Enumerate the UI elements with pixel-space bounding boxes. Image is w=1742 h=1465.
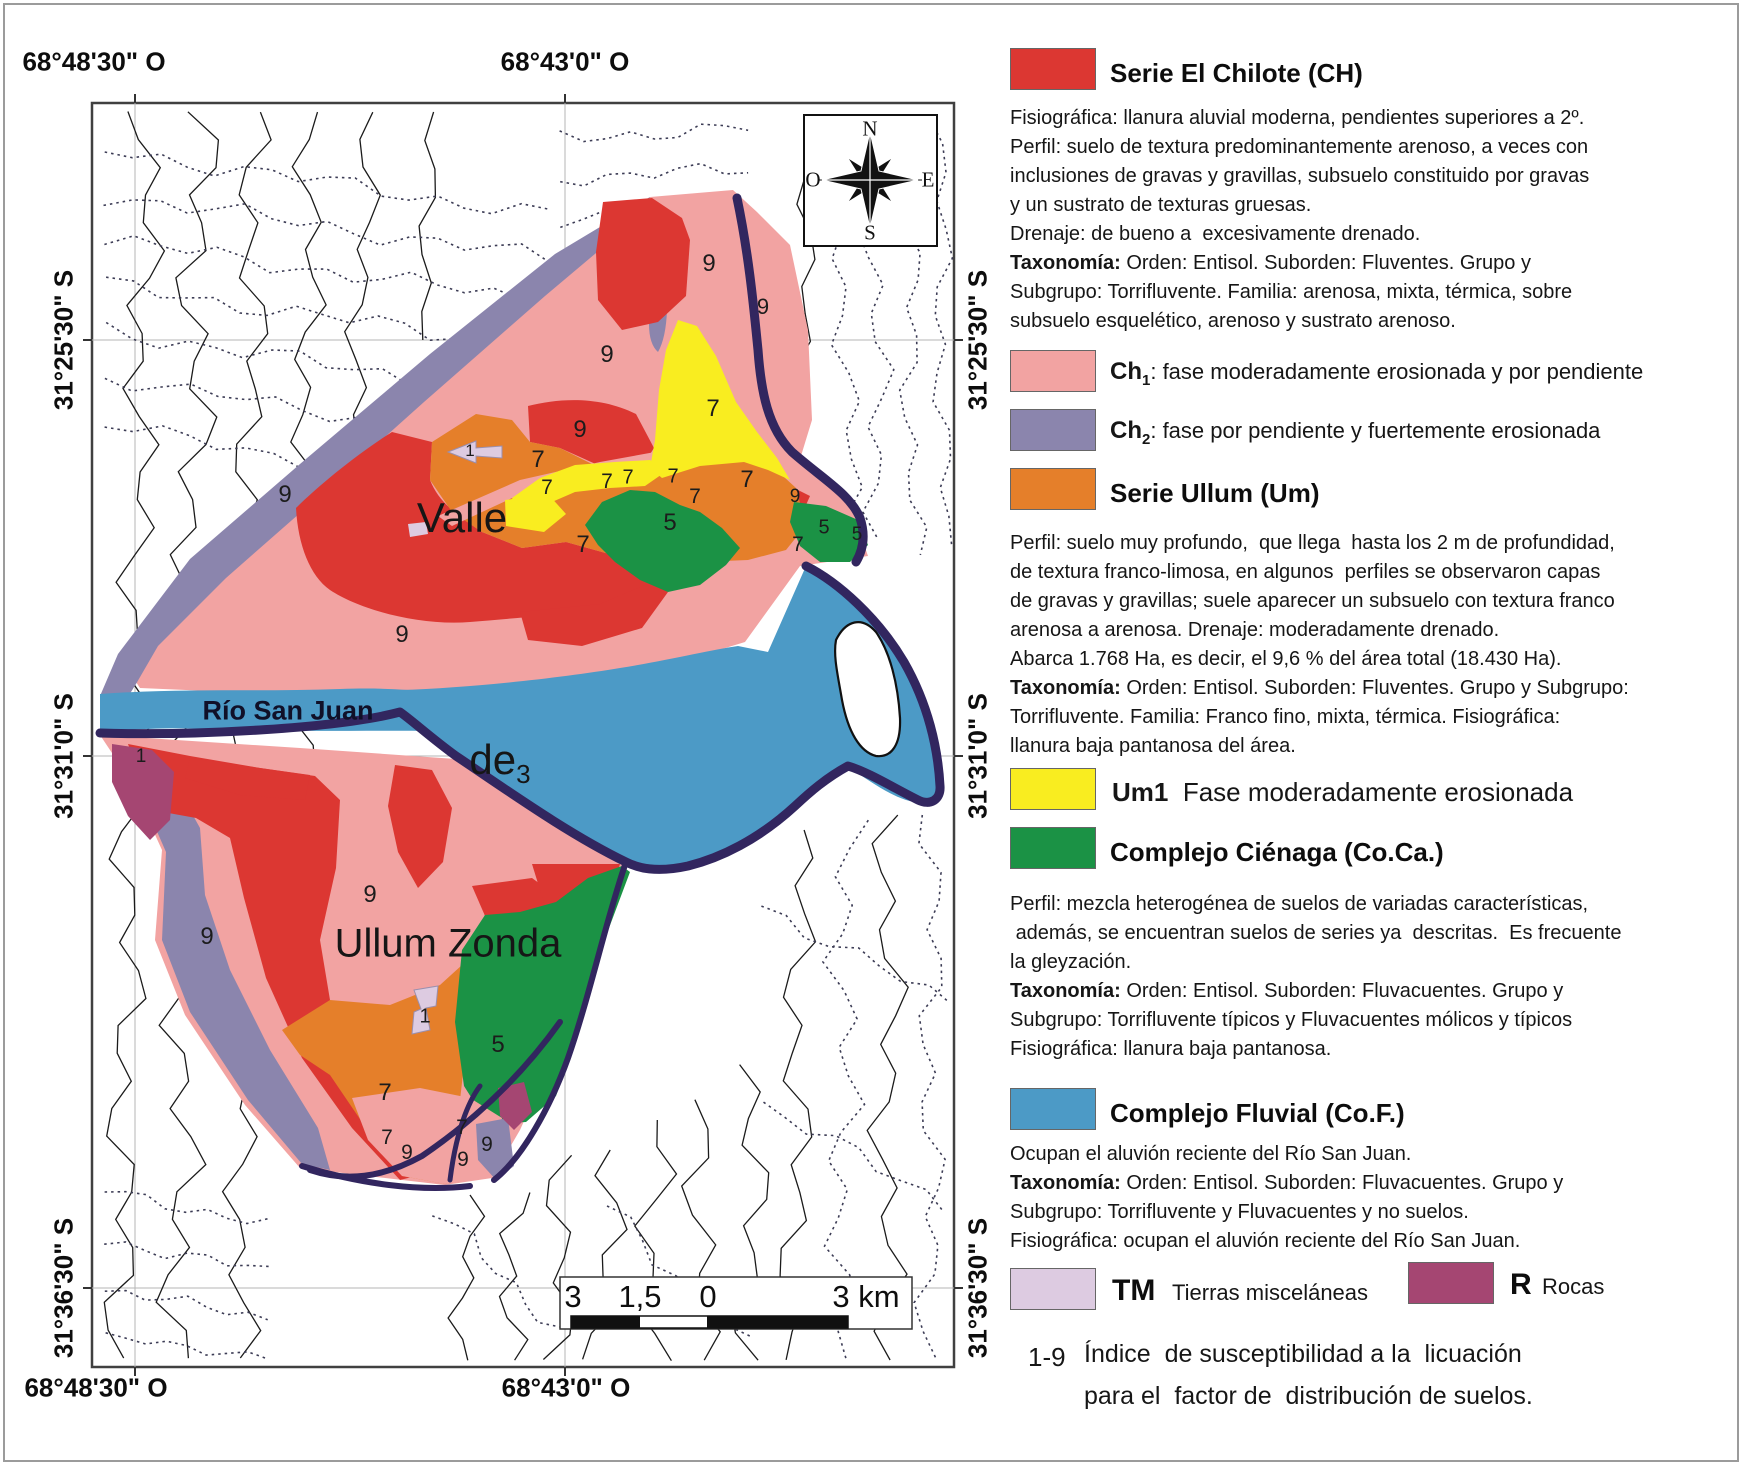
- legend-title-coca: Complejo Ciénaga (Co.Ca.): [1110, 837, 1444, 867]
- legend-note-code: 1-9: [1028, 1342, 1066, 1372]
- legend-line-text: Orden: Entisol. Suborden: Fluvacuentes. Grupo y: [1120, 980, 1564, 1002]
- index-label: 9: [789, 486, 801, 507]
- index-label: 9: [401, 1141, 413, 1164]
- legend-line-text: Fisiográfica: ocupan el aluvión reciente del Río San Juan.: [1010, 1230, 1521, 1252]
- legend-code-ch2: $Ch_2$: [1110, 417, 1151, 448]
- legend-line-text: Abarca 1.768 Ha, es decir, el 9,6 % del área total (18.430 Ha).: [1010, 648, 1562, 670]
- legend-note-line1: Índice de susceptibilidad a la licuación: [1084, 1340, 1522, 1368]
- index-label: 7: [601, 470, 613, 493]
- legend-line-text: Orden: Entisol. Suborden: Fluventes. Grupo y Subgrupo:: [1120, 677, 1629, 699]
- compass-south-label: S: [864, 220, 876, 245]
- coordinate-label: 68°43'0" O: [500, 46, 630, 77]
- index-label: 9: [481, 1133, 493, 1156]
- coordinate-label: 68°48'30" O: [22, 46, 166, 77]
- legend-line-text: Orden: Entisol. Suborden: Fluvacuentes. Grupo y: [1120, 1172, 1564, 1194]
- legend-code-tm: TM: [1112, 1274, 1156, 1307]
- legend-code-ch1: $Ch_1$: [1110, 358, 1151, 389]
- index-label: 7: [740, 466, 754, 493]
- legend-line-text: inclusiones de gravas y gravillas, subsuelo constituido por gravas: [1010, 165, 1590, 187]
- place-label-rio-san-juan: Río San Juan: [202, 695, 374, 726]
- index-label: 7: [667, 465, 679, 488]
- index-label: 9: [756, 294, 770, 319]
- legend-code-um1: Um1: [1112, 777, 1169, 807]
- index-label: 5: [818, 516, 830, 539]
- legend-note-line2: para el factor de distribución de suelos.: [1084, 1382, 1533, 1410]
- index-label: 7: [689, 485, 701, 508]
- coordinate-label: 68°48'30" O: [24, 1372, 168, 1403]
- index-label: 9: [278, 481, 292, 508]
- scalebar-label-3km: 3 km: [832, 1279, 900, 1314]
- legend-line-text: la gleyzación.: [1010, 951, 1132, 973]
- coordinate-label: 31°25'30" S: [962, 269, 993, 411]
- index-label: 9: [363, 881, 377, 908]
- legend-text-rocas: Rocas: [1542, 1274, 1605, 1299]
- index-label: 7: [622, 466, 634, 489]
- legend-line-text: Ocupan el aluvión reciente del Río San Juan.: [1010, 1143, 1412, 1165]
- legend-bold-lead: Taxonomía:: [1010, 980, 1121, 1002]
- index-label: 7: [706, 395, 720, 422]
- index-label: 9: [573, 416, 587, 443]
- index-label: 1: [419, 1005, 431, 1028]
- index-label: 7: [381, 1126, 393, 1149]
- scalebar-label-1-5: 1,5: [618, 1279, 662, 1314]
- scalebar-label-3left: 3: [564, 1279, 582, 1314]
- index-label: 5: [491, 1031, 505, 1058]
- legend-line-text: Perfil: suelo muy profundo, que llega hasta los 2 m de profundidad,: [1010, 532, 1615, 554]
- legend-text-tm: Tierras misceláneas: [1172, 1280, 1369, 1305]
- coordinate-label: 31°36'30" S: [48, 1217, 79, 1359]
- legend-line-text: subsuelo esquelético, arenoso y sustrato arenoso.: [1010, 310, 1456, 332]
- legend-title-ch: Serie El Chilote (CH): [1110, 58, 1363, 88]
- coordinate-label: 31°36'30" S: [962, 1217, 993, 1359]
- legend-line-text: arenosa a arenosa. Drenaje: moderadamente drenado.: [1010, 619, 1500, 641]
- legend-text-ch2: : fase por pendiente y fuertemente erosionada: [1150, 418, 1601, 443]
- legend-text-ch1: : fase moderadamente erosionada y por pendiente: [1150, 359, 1644, 384]
- place-label-valle: Valle: [416, 494, 508, 541]
- legend-title-cof: Complejo Fluvial (Co.F.): [1110, 1098, 1405, 1128]
- legend-line-text: Subgrupo: Torrifluvente. Familia: arenosa, mixta, térmica, sobre: [1010, 281, 1573, 303]
- compass-north-label: N: [862, 116, 878, 141]
- legend-line-text: de gravas y gravillas; suele aparecer un subsuelo con textura franco: [1010, 590, 1615, 612]
- index-label: 7: [378, 1079, 392, 1106]
- legend-bold-lead: Taxonomía:: [1010, 677, 1121, 699]
- index-label: 9: [200, 923, 214, 950]
- index-label: 7: [531, 446, 545, 473]
- legend-line-text: Perfil: mezcla heterogénea de suelos de variadas características,: [1010, 893, 1589, 915]
- index-label: 9: [457, 1148, 469, 1171]
- index-label: 7: [541, 476, 553, 499]
- compass-west-label: O: [805, 167, 821, 192]
- legend-line-text: de textura franco-limosa, en algunos perfiles se observaron capas: [1010, 561, 1601, 583]
- index-label: 9: [702, 250, 716, 277]
- place-de-index: 3: [516, 759, 531, 790]
- index-label: 1: [135, 746, 147, 767]
- coordinate-label: 68°43'0" O: [501, 1372, 631, 1403]
- legend-title-um: Serie Ullum (Um): [1110, 478, 1320, 508]
- legend-code-rocas: R: [1510, 1268, 1532, 1301]
- index-label: 7: [576, 531, 590, 558]
- legend-line-text: Fisiográfica: llanura aluvial moderna, pendientes superiores a 2º.: [1010, 107, 1585, 129]
- legend-line-text: Perfil: suelo de textura predominantemente arenoso, a veces con: [1010, 136, 1589, 158]
- legend-bold-lead: Taxonomía:: [1010, 1172, 1121, 1194]
- scalebar-label-0: 0: [699, 1279, 717, 1314]
- index-label: 1: [465, 441, 475, 460]
- legend-bold-lead: Taxonomía:: [1010, 252, 1121, 274]
- legend-line-text: Drenaje: de bueno a excesivamente drenado.: [1010, 223, 1421, 245]
- place-de-text: de: [469, 735, 517, 783]
- coordinate-label: 31°31'0" S: [48, 693, 79, 819]
- legend-line-text: Fisiográfica: llanura baja pantanosa.: [1010, 1038, 1332, 1060]
- place-label-ullum-zonda: Ullum Zonda: [334, 921, 562, 966]
- index-label: 9: [395, 621, 409, 648]
- index-label: 5: [663, 509, 677, 536]
- legend-line-text: además, se encuentran suelos de series ya descritas. Es frecuente: [1010, 922, 1622, 944]
- legend-line-text: Orden: Entisol. Suborden: Fluventes. Grupo y: [1120, 252, 1531, 274]
- compass-east-label: E: [921, 167, 935, 192]
- index-label: 7: [456, 1116, 468, 1139]
- legend-line-text: llanura baja pantanosa del área.: [1010, 735, 1296, 757]
- index-label: 7: [792, 533, 804, 556]
- legend-text-um1: Fase moderadamente erosionada: [1182, 777, 1574, 807]
- index-label: 9: [600, 341, 614, 368]
- legend-line-text: Subgrupo: Torrifluvente típicos y Fluvacuentes mólicos y típicos: [1010, 1009, 1573, 1031]
- index-label: 5: [851, 524, 863, 545]
- legend-line-text: Torrifluvente. Familia: Franco fino, mixta, térmica. Fisiográfica:: [1010, 706, 1561, 728]
- legend-line-text: Subgrupo: Torrifluvente y Fluvacuentes y no suelos.: [1010, 1201, 1469, 1223]
- coordinate-label: 31°25'30" S: [48, 269, 79, 411]
- coordinate-label: 31°31'0" S: [962, 693, 993, 819]
- legend-line-text: y un sustrato de texturas gruesas.: [1010, 194, 1312, 216]
- place-label-de: [469, 736, 530, 790]
